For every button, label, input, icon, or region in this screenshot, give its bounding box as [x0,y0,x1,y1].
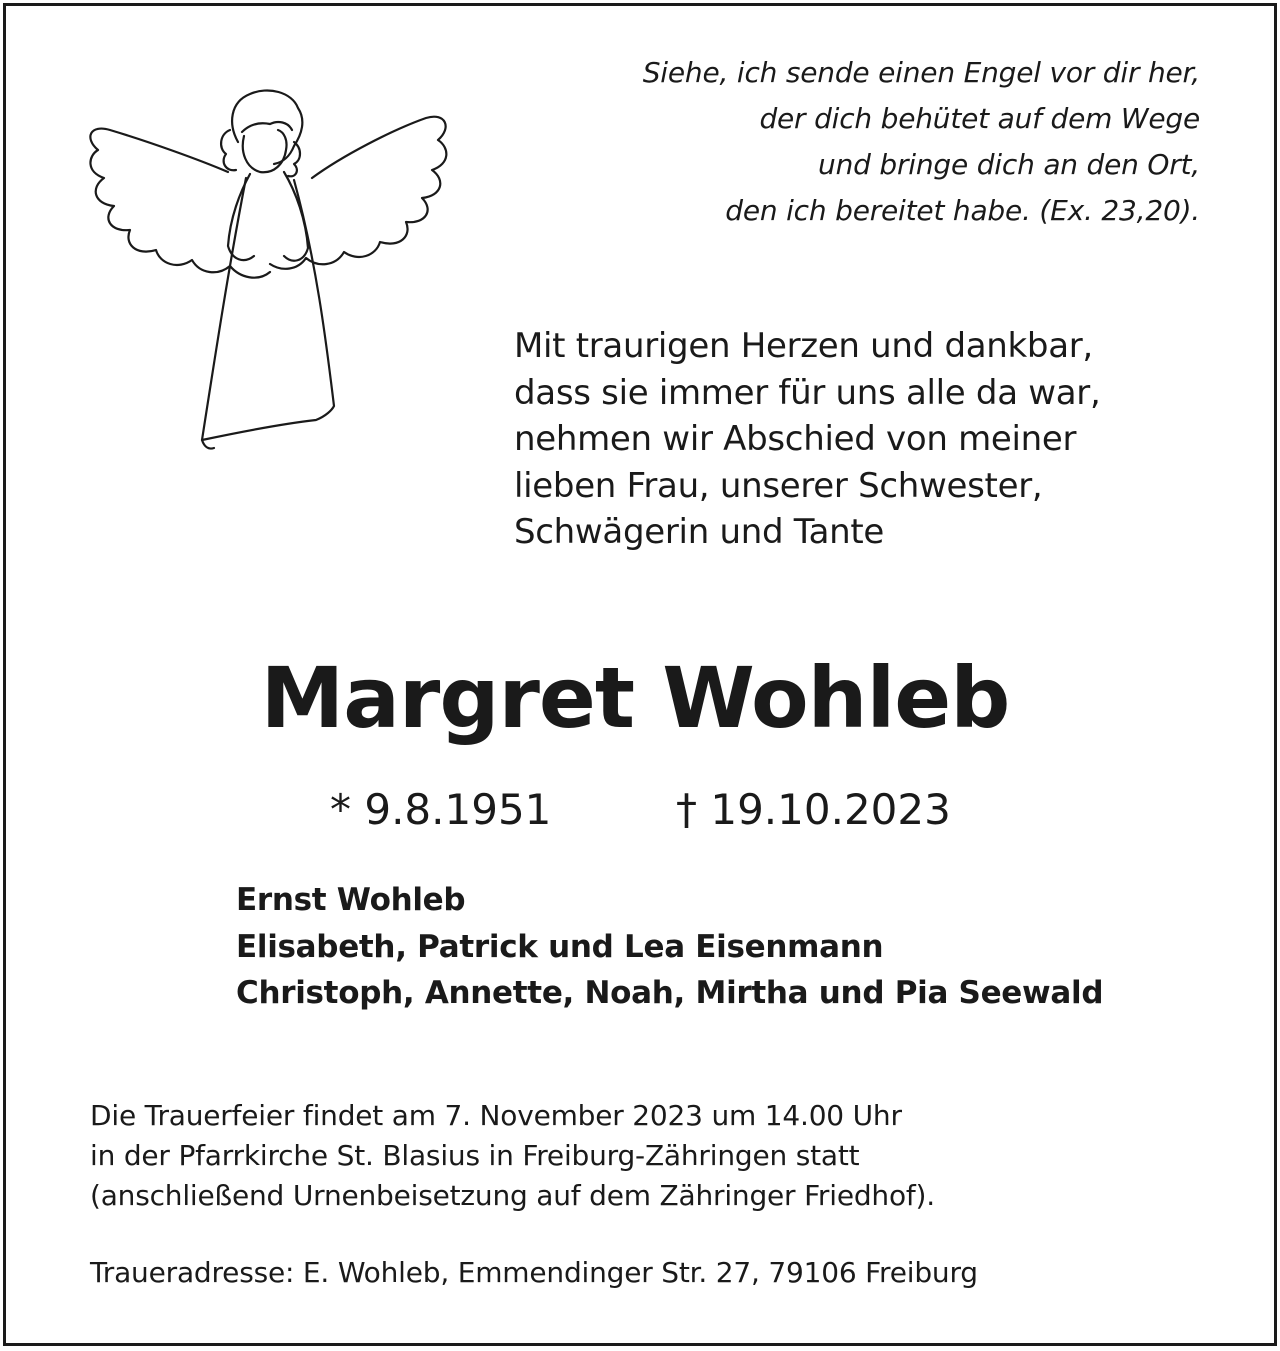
mourners-list [236,877,1236,1017]
intro-line: Schwägerin und Tante [514,512,885,552]
birth-date: * 9.8.1951 [330,785,552,834]
mourner-line: Christoph, Annette, Noah, Mirtha und Pia Seewald [236,975,1104,1011]
verse-line: Siehe, ich sende einen Engel vor dir her, [642,56,1200,89]
verse-line: den ich bereitet habe. (Ex. 23,20). [725,194,1200,227]
intro-line: Mit traurigen Herzen und dankbar, [514,326,1093,366]
mourning-address: Traueradresse: E. Wohleb, Emmendinger Str. 27, 79106 Freiburg [90,1256,978,1289]
angel-icon [80,60,460,460]
mourner-line: Ernst Wohleb [236,882,466,918]
intro-line: dass sie immer für uns alle da war, [514,372,1101,413]
verse-line: und bringe dich an den Ort, [818,148,1200,181]
service-line: in der Pfarrkirche St. Blasius in Freiburg-Zähringen statt [90,1139,860,1172]
service-line: Die Trauerfeier findet am 7. November 2023 um 14.00 Uhr [90,1099,902,1132]
mourning-intro [514,323,1234,556]
intro-line: lieben Frau, unserer Schwester, [514,465,1043,506]
death-date: † 19.10.2023 [676,785,951,834]
service-line: (anschließend Urnenbeisetzung auf dem Zähringer Friedhof). [90,1179,935,1212]
intro-line: nehmen wir Abschied von meiner [514,419,1077,459]
verse-line: der dich behütet auf dem Wege [759,102,1200,135]
funeral-service-info [90,1096,1240,1216]
bible-verse [500,50,1200,234]
mourner-line: Elisabeth, Patrick und Lea Eisenmann [236,928,884,965]
deceased-name: Margret Wohleb [260,649,1010,747]
